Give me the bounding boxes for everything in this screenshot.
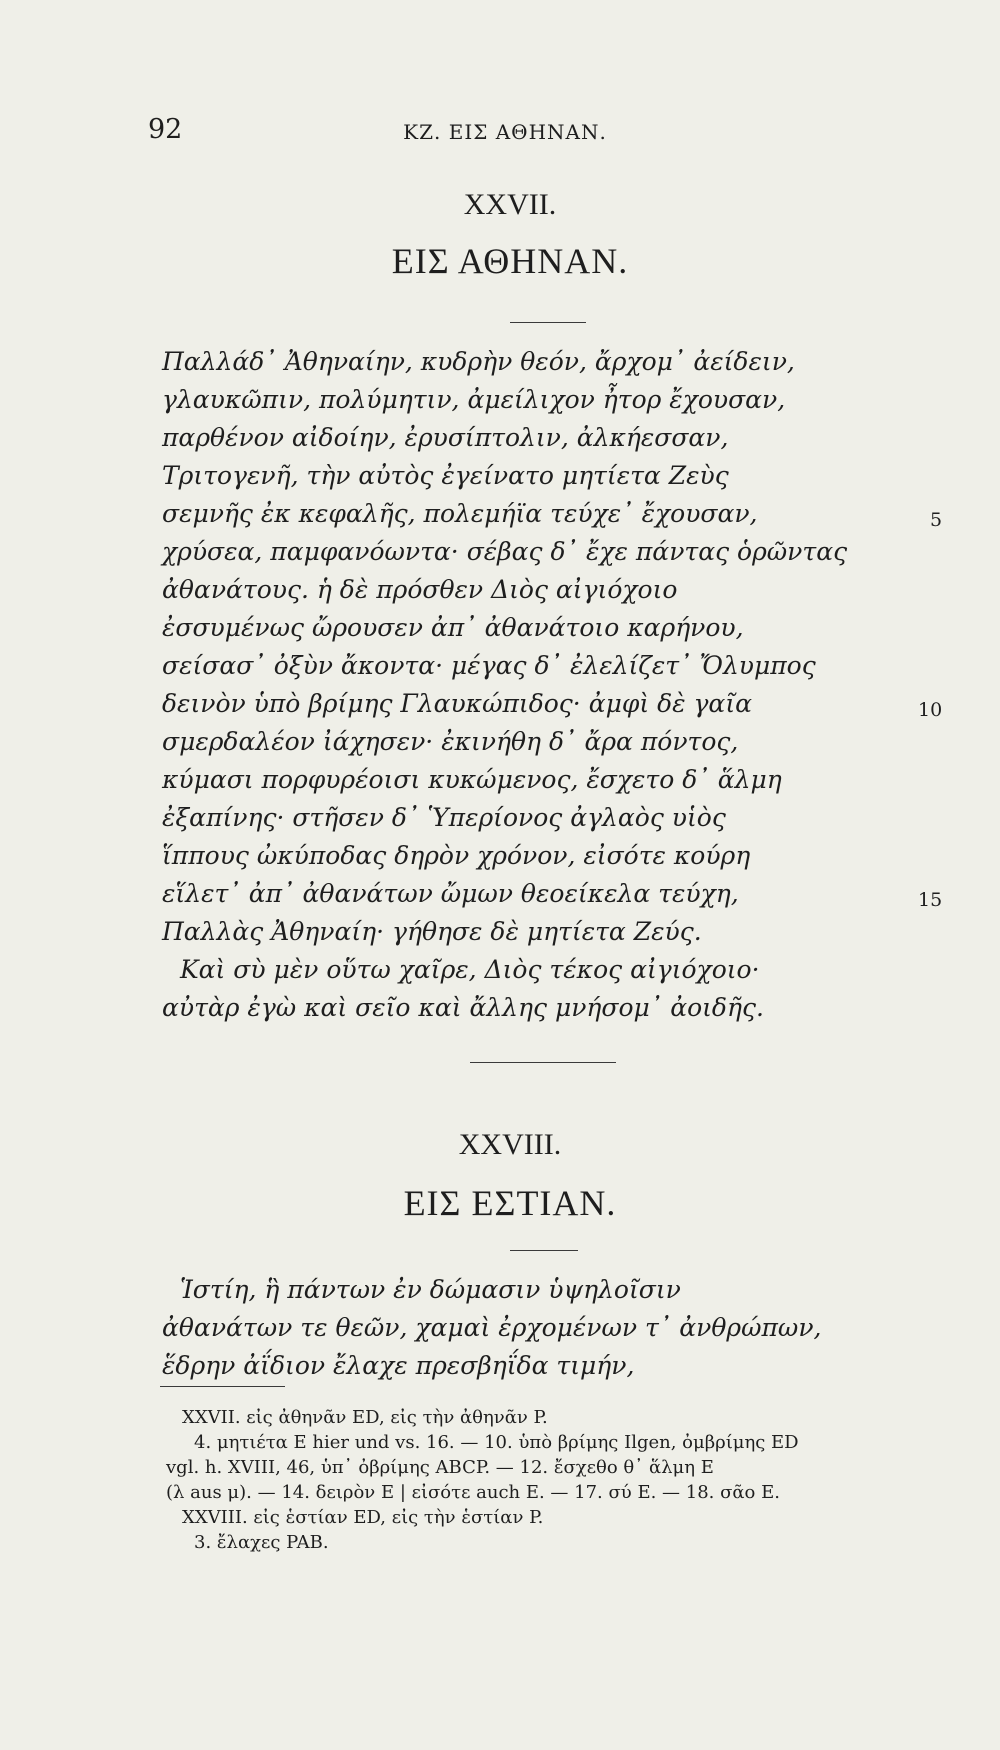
apparatus-criticus <box>166 1405 942 1555</box>
verse-line: σμερδαλέον ἰάχησεν· ἐκινήθη δ᾽ ἄρα πόντος, <box>162 727 739 756</box>
verse-line: ἵππους ὠκύποδας δηρὸν χρόνον, εἰσότε κούρη <box>162 841 751 870</box>
title-rule <box>510 322 586 323</box>
section-rule <box>470 1062 616 1063</box>
footnote-rule <box>160 1386 285 1387</box>
footnote-line: XXVII. εἰς ἀθηνᾶν ED, εἰς τὴν ἀθηνᾶν P. <box>182 1407 548 1428</box>
line-number: 15 <box>918 889 943 911</box>
running-header: ΚΖ. ΕΙΣ ΑΘΗΝΑΝ. <box>403 120 607 144</box>
hymn-28-numeral: XXVIII. <box>458 1128 562 1161</box>
verse-line: ἐσσυμένως ὤρουσεν ἀπ᾽ ἀθανάτοιο καρήνου, <box>162 613 744 642</box>
verse-line: Τριτογενῆ, τὴν αὐτὸς ἐγείνατο μητίετα Ζεὺς <box>162 461 729 490</box>
verse-line: κύμασι πορφυρέοισι κυκώμενος, ἔσχετο δ᾽ ἅλμη <box>162 765 782 794</box>
verse-line: σείσασ᾽ ὀξὺν ἄκοντα· μέγας δ᾽ ἐλελίζετ᾽ Ὄλυμπος <box>162 651 816 680</box>
verse-line: γλαυκῶπιν, πολύμητιν, ἀμείλιχον ἦτορ ἔχουσαν, <box>162 385 786 414</box>
line-number: 5 <box>930 509 943 531</box>
verse-line: αὐτὰρ ἐγὼ καὶ σεῖο καὶ ἄλλης μνήσομ᾽ ἀοιδῆς. <box>162 993 764 1022</box>
verse-line: ἐξαπίνης· στῆσεν δ᾽ Ὑπερίονος ἀγλαὸς υἱὸς <box>162 803 726 832</box>
hymn-28-title: ΕΙΣ ΕΣΤΙΑΝ. <box>403 1183 617 1223</box>
verse-line: ἀθανάτους. ἡ δὲ πρόσθεν Διὸς αἰγιόχοιο <box>162 575 678 604</box>
page-number: 92 <box>148 114 183 145</box>
verse-line: Ἱστίη, ἣ πάντων ἐν δώμασιν ὑψηλοῖσιν <box>180 1275 681 1304</box>
verse-line: χρύσεα, παμφανόωντα· σέβας δ᾽ ἔχε πάντας ὁρῶντας <box>162 537 848 566</box>
verse-line: παρθένον αἰδοίην, ἐρυσίπτολιν, ἀλκήεσσαν, <box>162 423 729 452</box>
hymn-27-title: ΕΙΣ ΑΘΗΝΑΝ. <box>391 241 629 281</box>
verse-line: σεμνῆς ἐκ κεφαλῆς, πολεμήϊα τεύχε᾽ ἔχουσαν, <box>162 499 758 528</box>
footnote-line: XXVIII. εἰς ἑστίαν ED, εἰς τὴν ἑστίαν P. <box>182 1507 544 1528</box>
verse-line: Παλλάδ᾽ Ἀθηναίην, κυδρὴν θεόν, ἄρχομ᾽ ἀείδειν, <box>162 347 795 376</box>
footnote-line: 4. μητιέτα E hier und vs. 16. — 10. ὑπὸ βρίμης Ilgen, ὀμβρίμης ED <box>194 1432 799 1453</box>
verse-line: ἀθανάτων τε θεῶν, χαμαὶ ἐρχομένων τ᾽ ἀνθρώπων, <box>162 1313 822 1342</box>
footnote-line: vgl. h. XVIII, 46, ὑπ᾽ ὀβρίμης ABCP. — 12. ἔσχεθο θ᾽ ἅλμη E <box>166 1457 714 1478</box>
footnote-line: 3. ἔλαχες PAB. <box>194 1532 329 1553</box>
footnote-line: (λ aus μ). — 14. δειρὸν E | εἰσότε auch E. — 17. σύ E. — 18. σᾶο E. <box>166 1482 780 1503</box>
hymn-27-numeral: XXVII. <box>463 188 557 221</box>
verse-line: δεινὸν ὑπὸ βρίμης Γλαυκώπιδος· ἀμφὶ δὲ γαῖα <box>162 689 753 718</box>
verse-line: εἵλετ᾽ ἀπ᾽ ἀθανάτων ὤμων θεοείκελα τεύχη, <box>162 879 739 908</box>
verse-line: Παλλὰς Ἀθηναίη· γήθησε δὲ μητίετα Ζεύς. <box>162 917 702 946</box>
title-rule <box>510 1250 578 1251</box>
verse-line: ἕδρην ἀΐδιον ἔλαχε πρεσβηΐδα τιμήν, <box>162 1351 635 1380</box>
verse-line: Καὶ σὺ μὲν οὕτω χαῖρε, Διὸς τέκος αἰγιόχοιο· <box>180 955 760 984</box>
line-number: 10 <box>918 699 943 721</box>
